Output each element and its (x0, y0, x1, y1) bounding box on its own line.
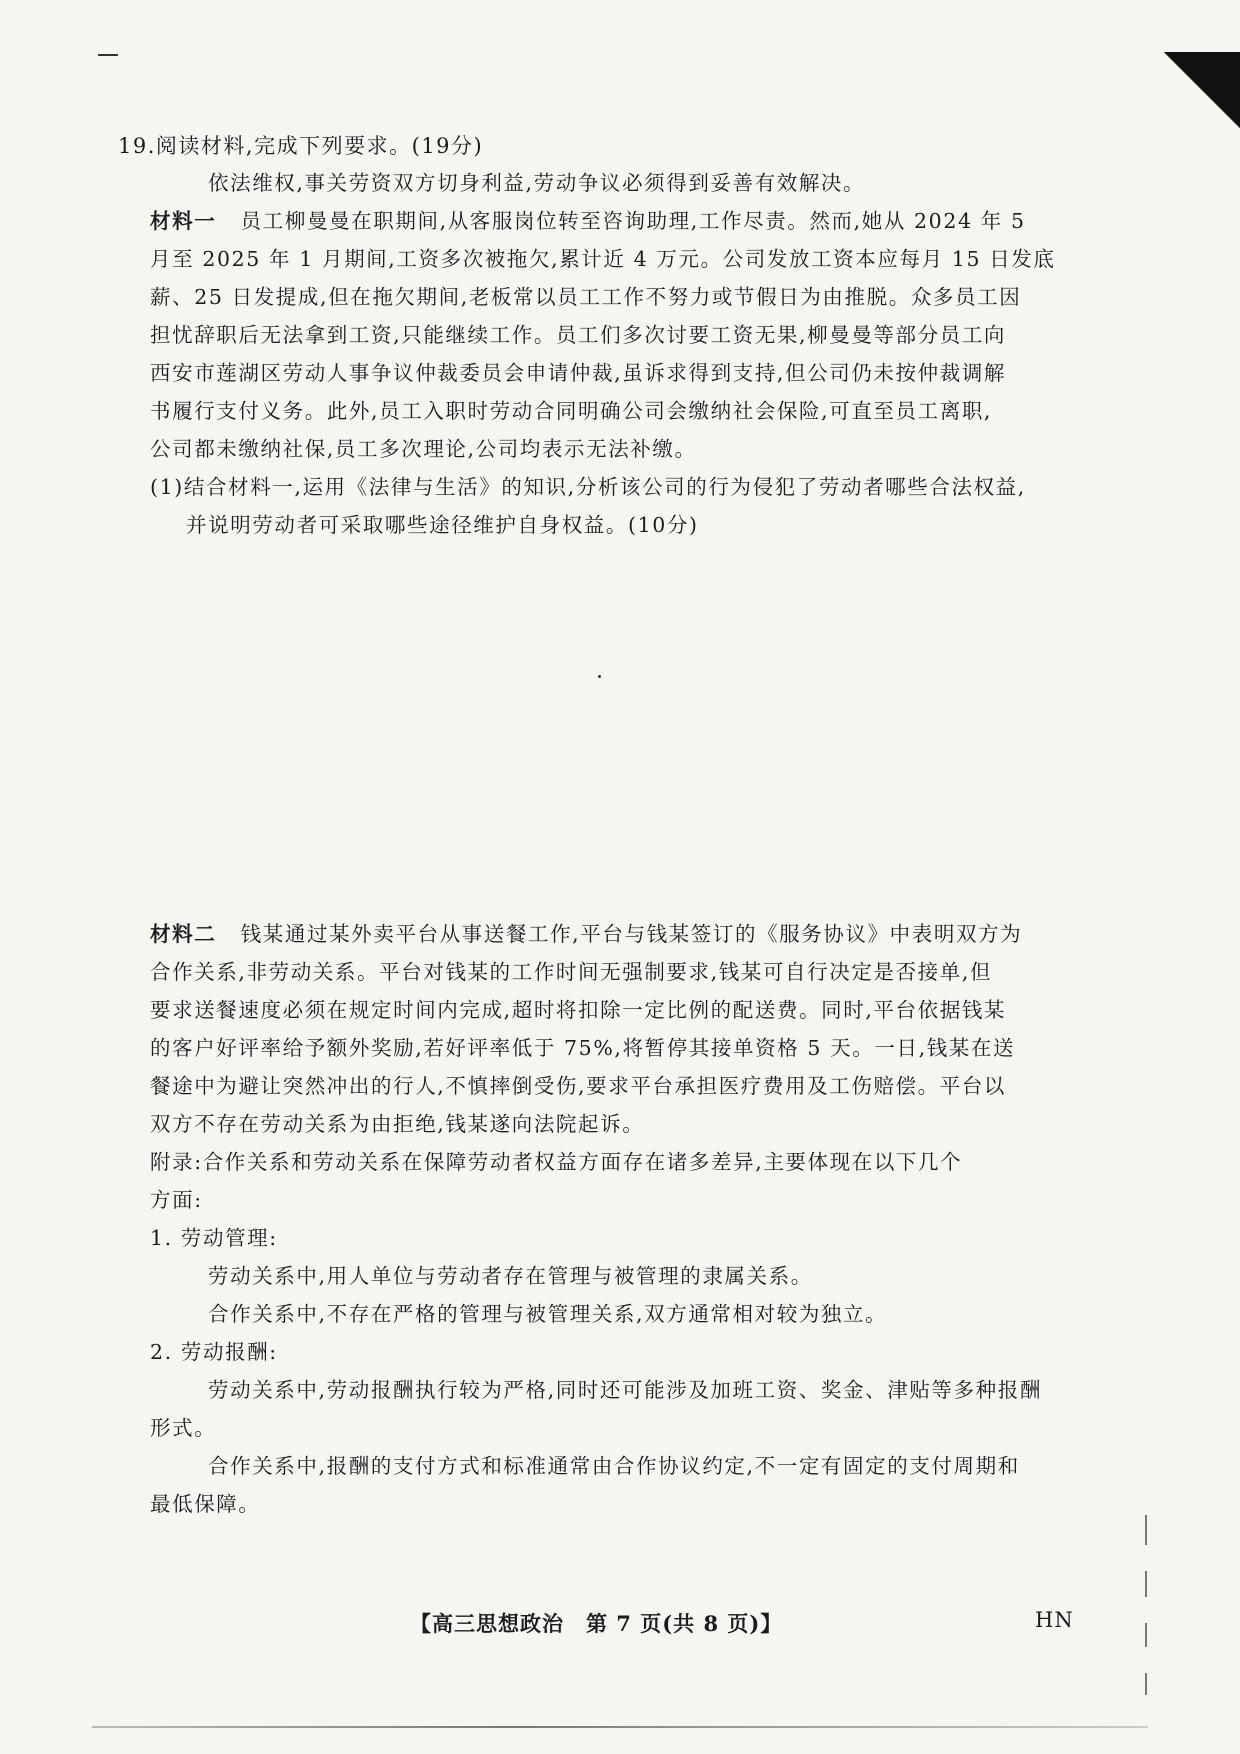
material-two-line: 双方不存在劳动关系为由拒绝,钱某遂向法院起诉。 (150, 1112, 645, 1136)
appendix-paragraph: 合作关系中,不存在严格的管理与被管理关系,双方通常相对较为独立。 (208, 1302, 888, 1326)
appendix-paragraph-cont: 最低保障。 (150, 1492, 261, 1516)
bottom-scan-line (92, 1726, 1148, 1728)
edge-scan-marks (1145, 1515, 1148, 1705)
page-footer: 【高三思想政治 第 7 页(共 8 页)】 (410, 1611, 783, 1636)
material-two-first-line: 材料二 钱某通过某外卖平台从事送餐工作,平台与钱某签订的《服务协议》中表明双方为 (150, 922, 1023, 946)
material-one-line: 月至 2025 年 1 月期间,工资多次被拖欠,累计近 4 万元。公司发放工资本应每月 15 日发底 (150, 247, 1056, 271)
material-one-line: 担忧辞职后无法拿到工资,只能继续工作。员工们多次讨要工资无果,柳曼曼等部分员工向 (150, 323, 1007, 347)
question-intro: 依法维权,事关劳资双方切身利益,劳动争议必须得到妥善有效解决。 (208, 171, 866, 195)
material-one-block (150, 164, 1070, 544)
material-one-first-line: 材料一 员工柳曼曼在职期间,从客服岗位转至咨询助理,工作尽责。然而,她从 2024 年 5 (150, 209, 1026, 233)
appendix-line: 方面: (150, 1188, 203, 1212)
material-one-line: 西安市莲湖区劳动人事争议仲裁委员会申请仲裁,虽诉求得到支持,但公司仍未按仲裁调解 (150, 361, 1007, 385)
scan-speck (598, 675, 601, 678)
material-two-label: 材料二 (150, 922, 217, 946)
material-two-line: 合作关系,非劳动关系。平台对钱某的工作时间无强制要求,钱某可自行决定是否接单,但 (150, 960, 993, 984)
sub-question-one: (1)结合材料一,运用《法律与生活》的知识,分析该公司的行为侵犯了劳动者哪些合法权益, (150, 475, 1026, 499)
material-one-line: 薪、25 日发提成,但在拖欠期间,老板常以员工工作不努力或节假日为由推脱。众多员工因 (150, 285, 1022, 309)
appendix-section-title: 1. 劳动管理: (150, 1226, 278, 1250)
material-two-line: 餐途中为避让突然冲出的行人,不慎摔倒受伤,要求平台承担医疗费用及工伤赔偿。平台以 (150, 1074, 1007, 1098)
appendix-paragraph-cont: 形式。 (150, 1416, 217, 1440)
corner-scan-shadow (1162, 52, 1240, 138)
appendix-line: 附录:合作关系和劳动关系在保障劳动者权益方面存在诸多差异,主要体现在以下几个 (150, 1150, 963, 1174)
material-one-line: 书履行支付义务。此外,员工入职时劳动合同明确公司会缴纳社会保险,可直至员工离职, (150, 399, 993, 423)
question-title: 19.阅读材料,完成下列要求。(19分) (118, 134, 484, 158)
appendix-paragraph: 劳动关系中,劳动报酬执行较为严格,同时还可能涉及加班工资、奖金、津贴等多种报酬 (208, 1378, 1042, 1402)
scan-mark (98, 54, 118, 56)
material-one-line: 公司都未缴纳社保,员工多次理论,公司均表示无法补缴。 (150, 437, 697, 461)
appendix-section-title: 2. 劳动报酬: (150, 1340, 278, 1364)
material-two-line: 要求送餐速度必须在规定时间内完成,超时将扣除一定比例的配送费。同时,平台依据钱某 (150, 998, 1007, 1022)
footer-region-code: HN (1035, 1608, 1074, 1632)
appendix-paragraph: 劳动关系中,用人单位与劳动者存在管理与被管理的隶属关系。 (208, 1264, 813, 1288)
appendix-paragraph: 合作关系中,报酬的支付方式和标准通常由合作协议约定,不一定有固定的支付周期和 (208, 1454, 1020, 1478)
material-two-block (150, 915, 1070, 1523)
material-one-label: 材料一 (150, 209, 217, 233)
material-two-line: 的客户好评率给予额外奖励,若好评率低于 75%,将暂停其接单资格 5 天。一日,钱某在送 (150, 1036, 1016, 1060)
sub-question-one-cont: 并说明劳动者可采取哪些途径维护自身权益。(10分) (186, 513, 699, 537)
